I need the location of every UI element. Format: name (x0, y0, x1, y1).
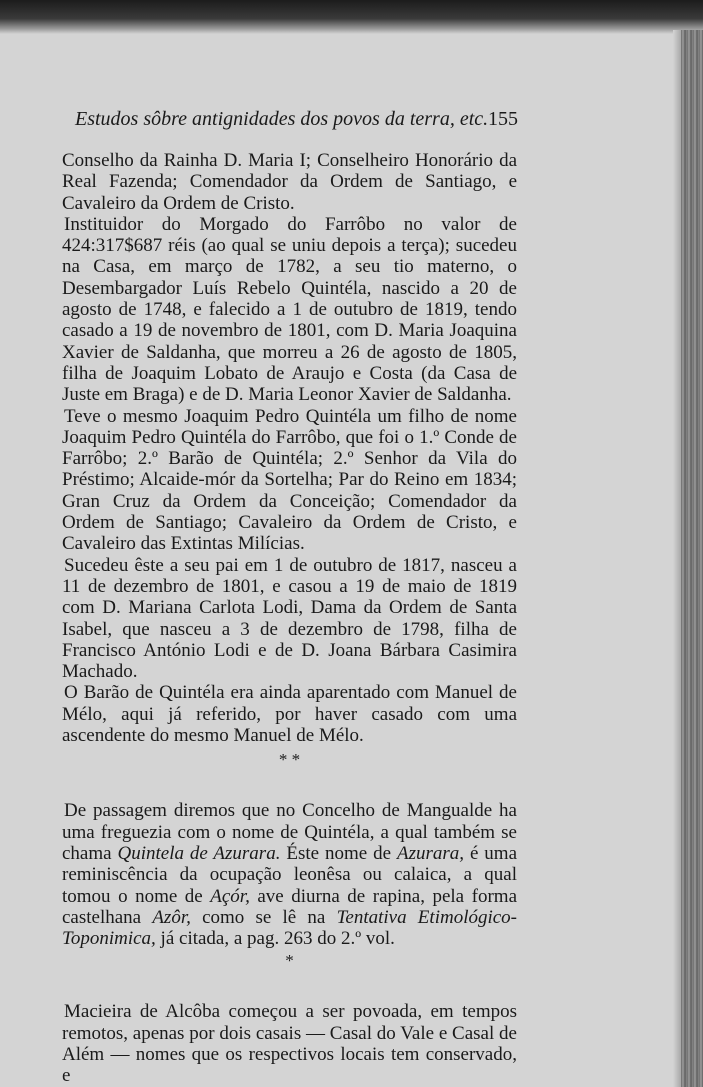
text-run: como se lê na (190, 906, 337, 928)
italic-term: Tentativa Etimológico-Toponimica, (62, 906, 518, 950)
italic-term: Açór, (210, 885, 250, 907)
text-run: Éste nome de (280, 842, 397, 864)
paragraph: Teve o mesmo Joaquim Pedro Quintéla um filho de nome Joaquim Pedro Quintéla do Farrôbo, que foi o 1.º Conde de Farrôbo; 2.º Barão de Quintéla; 2.º Senhor da Vila do Préstimo; Alcaide-mór da Sortelha; Par do Reino em 1834; Gran Cruz da Ordem da Conceição; Comendador da Ordem de Santiago; Cavaleiro da Ordem de Cristo, e Cavaleiro das Extintas Milícias. (62, 405, 517, 555)
running-head-title: Estudos sôbre antignidades dos povos da terra, etc. (75, 108, 489, 130)
page-number: 155 (488, 108, 518, 130)
italic-term: Quintela de Azurara. (117, 842, 281, 864)
book-page-edges (681, 30, 703, 1087)
text-run: já citada, a pag. 263 do 2.º vol. (155, 928, 395, 950)
section-separator: * (285, 951, 294, 971)
section-separator: * * (278, 750, 301, 770)
paragraph: O Barão de Quintéla era ainda aparentado com Manuel de Mélo, aqui já referido, por haver casado com uma ascendente do mesmo Manuel de Mélo. (62, 682, 517, 747)
text-run: ave diurna de rapina, pela forma castelhana (62, 885, 517, 928)
paragraph: Conselho da Rainha D. Maria I; Conselheiro Honorário da Real Fazenda; Comendador da Ordem de Santiago, e Cavaleiro da Ordem de Cristo. (62, 150, 517, 214)
body-text (62, 150, 517, 1087)
paragraph: Sucedeu êste a seu pai em 1 de outubro de 1817, nasceu a 11 de dezembro de 1801, e casou a 19 de maio de 1819 com D. Mariana Carlota Lodi, Dama da Ordem de Santa Isabel, que nasceu a 3 de dezembro de 1798, filha de Francisco António Lodi e de D. Joana Bárbara Casimira Machado. (62, 554, 517, 683)
italic-term: Azôr, (152, 906, 191, 928)
paragraph (62, 800, 517, 949)
text-run: De passagem diremos que no Concelho de Mangualde ha uma freguezia com o nome de Quintéla, a qual também se chama (62, 800, 517, 864)
page-fold-shadow (673, 30, 681, 1087)
italic-term: Azurara, (396, 842, 465, 864)
paragraph: Macieira de Alcôba começou a ser povoada, em tempos remotos, apenas por dois casais — Casal do Vale e Casal de Além — nomes que os respectivos locais tem conservado, e (62, 1001, 517, 1087)
page-top-shadow (0, 0, 703, 34)
paragraph: Instituidor do Morgado do Farrôbo no valor de 424:317$687 réis (ao qual se uniu depois a terça); sucedeu na Casa, em março de 1782, a seu tio materno, o Desembargador Luís Rebelo Quintéla, nascido a 20 de agosto de 1748, e falecido a 1 de outubro de 1819, tendo casado a 19 de novembro de 1801, com D. Maria Joaquina Xavier de Saldanha, que morreu a 26 de agosto de 1805, filha de Joaquim Lobato de Araujo e Costa (da Casa de Juste em Braga) e de D. Maria Leonor Xavier de Saldanha. (62, 213, 517, 406)
text-run: é uma reminiscência da ocupação leonêsa ou calaica, a qual tomou o nome de (62, 842, 518, 907)
